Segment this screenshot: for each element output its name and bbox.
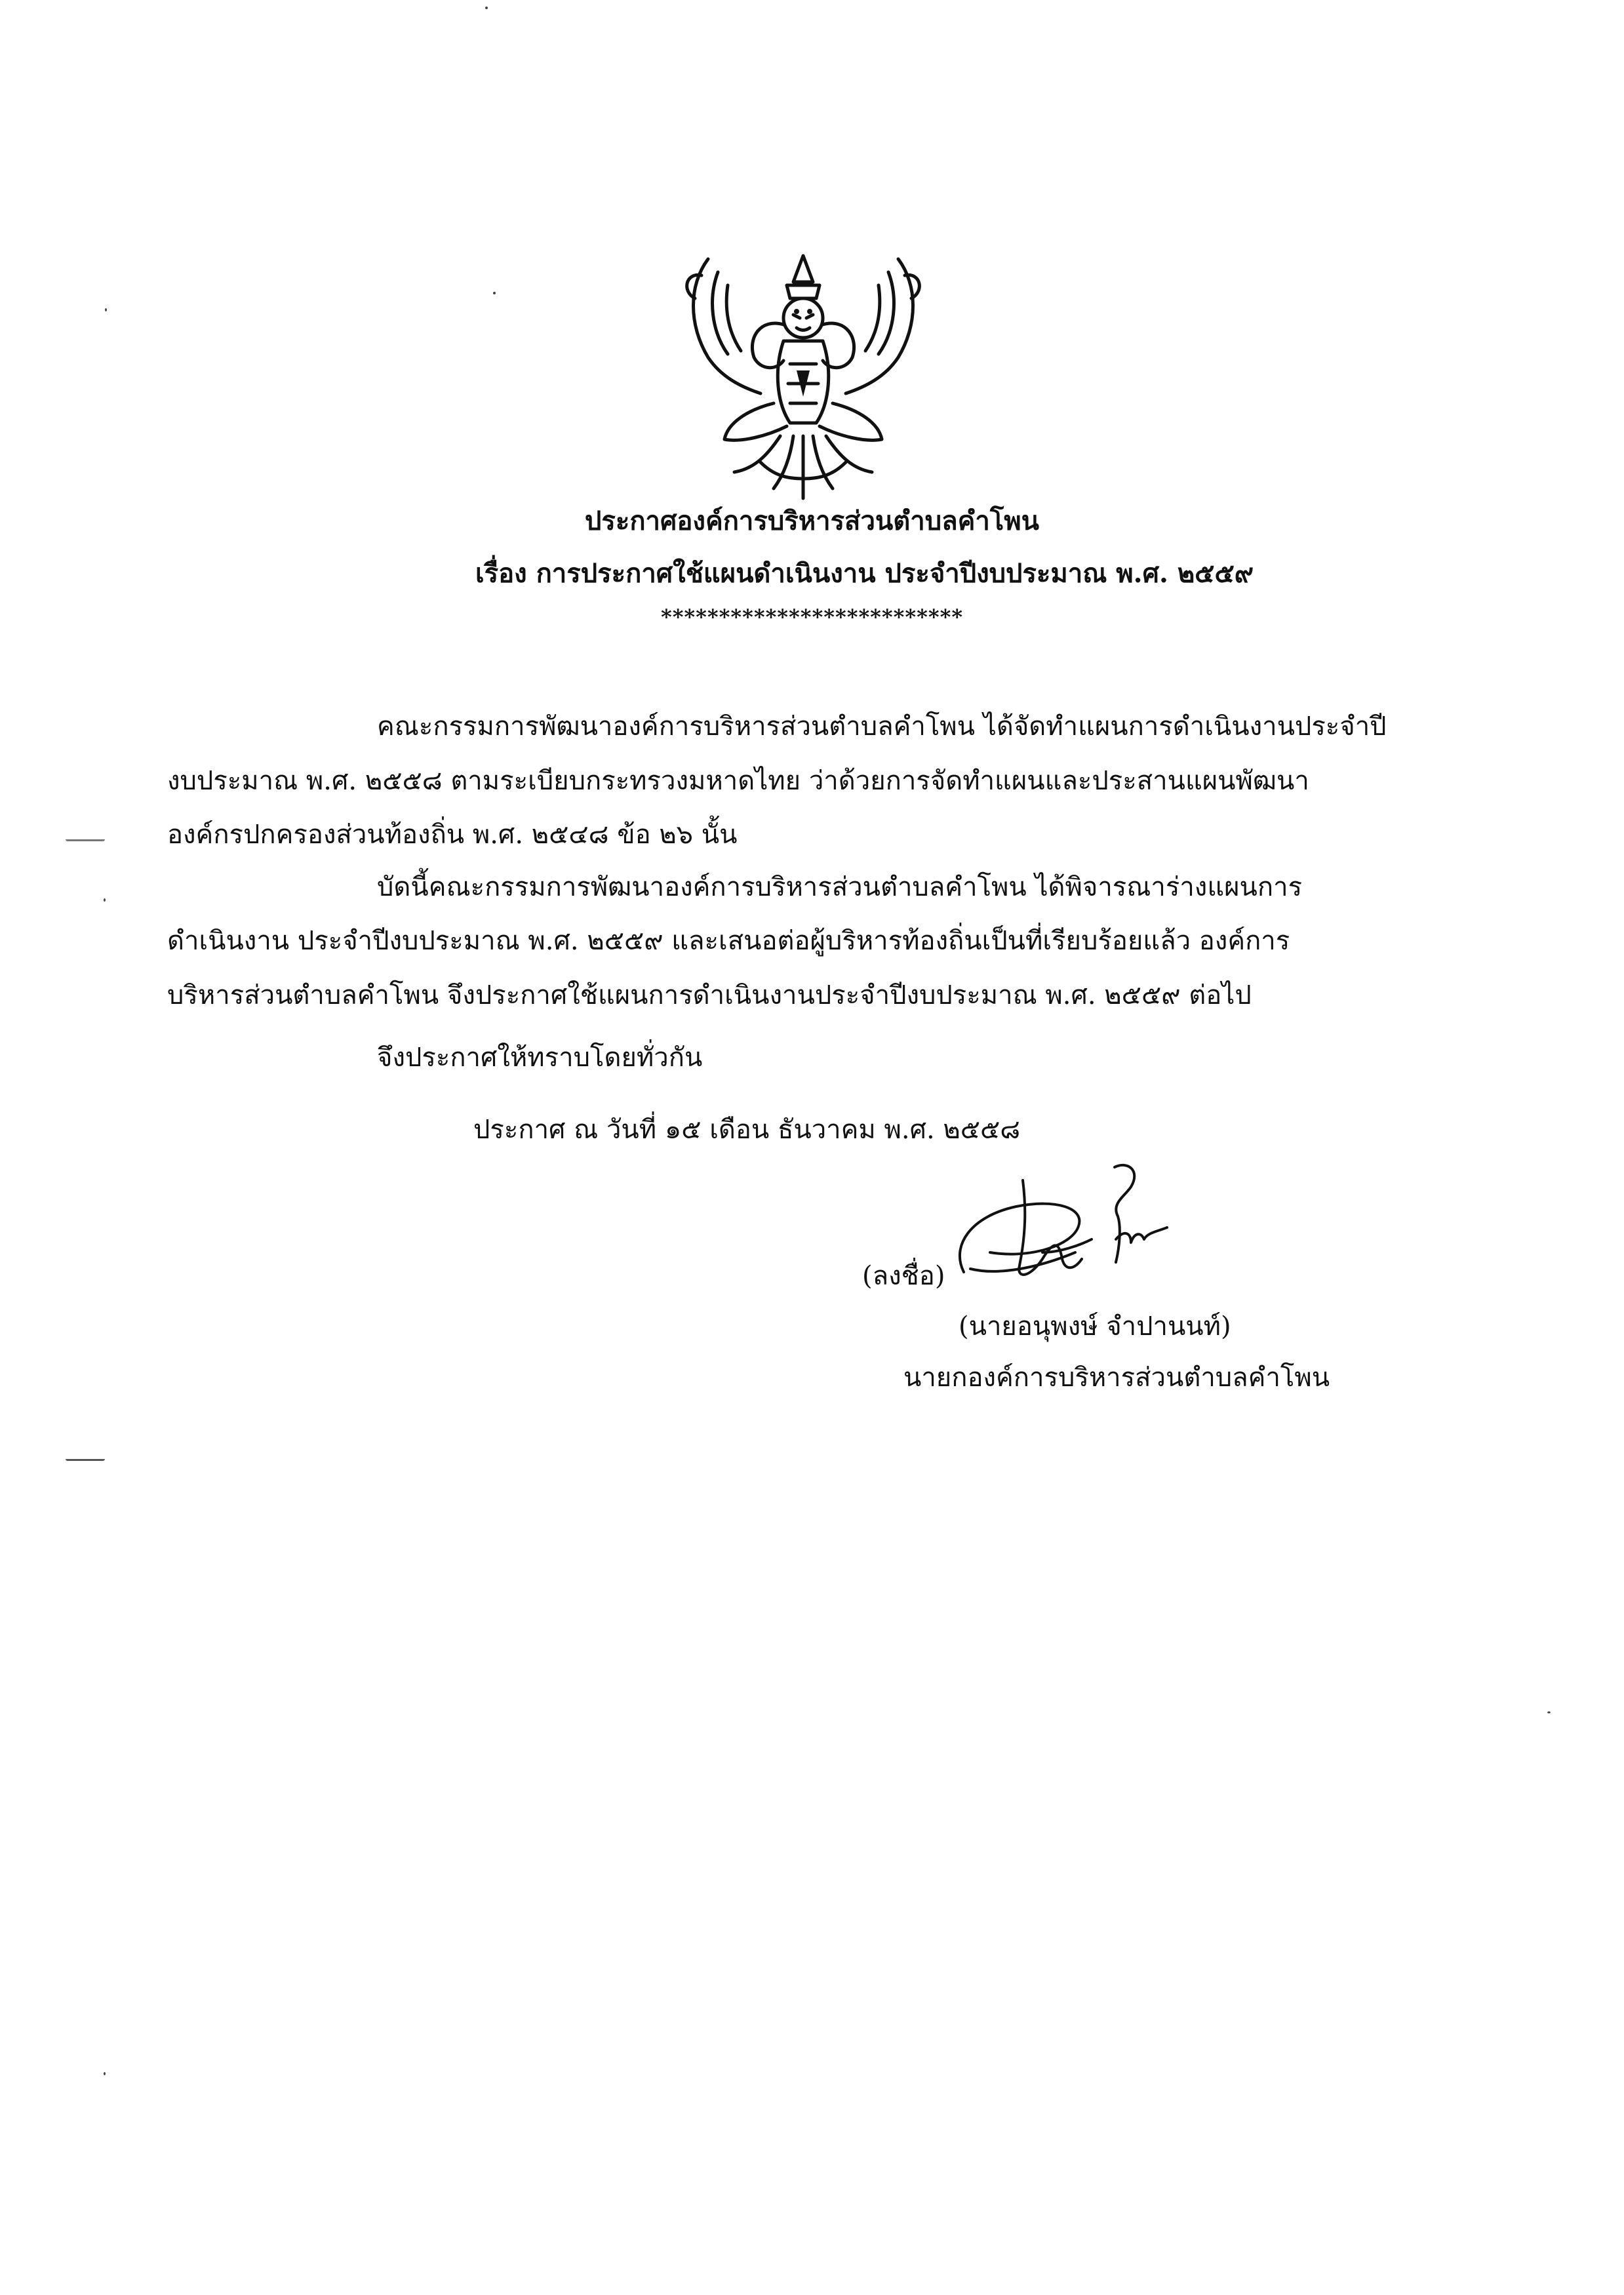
scan-speck: [493, 292, 496, 294]
paragraph-2-line-3: บริหารส่วนตำบลคำโพน จึงประกาศใช้แผนการดำเนินงานประจำปีงบประมาณ พ.ศ. ๒๕๕๙ ต่อไป: [167, 980, 1252, 1010]
handwritten-signature-icon: [944, 1154, 1233, 1298]
scan-speck: [105, 308, 107, 311]
signature-label: (ลงชื่อ): [862, 1261, 945, 1291]
scan-speck: [66, 839, 105, 841]
scan-speck: [485, 7, 488, 9]
signer-name: (นายอนุพงษ์ จำปานนท์): [959, 1311, 1231, 1342]
scan-speck: [66, 1459, 105, 1461]
closing-line: จึงประกาศให้ทราบโดยทั่วกัน: [377, 1043, 703, 1073]
scan-speck: [104, 2072, 106, 2075]
paragraph-1-line-3: องค์กรปกครองส่วนท้องถิ่น พ.ศ. ๒๕๔๘ ข้อ ๒๖ นั้น: [167, 820, 738, 850]
garuda-emblem-icon: [662, 246, 944, 508]
announcement-date: ประกาศ ณ วันที่ ๑๕ เดือน ธันวาคม พ.ศ. ๒๕๕๘: [473, 1115, 1021, 1145]
paragraph-2-line-1: บัดนี้คณะกรรมการพัฒนาองค์การบริหารส่วนตำบลคำโพน ได้พิจารณาร่างแผนการ: [377, 872, 1303, 902]
scan-speck: [104, 898, 106, 902]
title-separator: **************************: [660, 605, 964, 629]
announcement-title: ประกาศองค์การบริหารส่วนตำบลคำโพน: [584, 506, 1040, 536]
announcement-subject: เรื่อง การประกาศใช้แผนดำเนินงาน ประจำปีงบประมาณ พ.ศ. ๒๕๕๙: [475, 558, 1254, 589]
paragraph-1-line-2: งบประมาณ พ.ศ. ๒๕๕๘ ตามระเบียบกระทรวงมหาดไทย ว่าด้วยการจัดทำแผนและประสานแผนพัฒนา: [167, 766, 1309, 796]
scan-speck: [1547, 1711, 1551, 1713]
paragraph-1-line-1: คณะกรรมการพัฒนาองค์การบริหารส่วนตำบลคำโพน ได้จัดทำแผนการดำเนินงานประจำปี: [377, 711, 1387, 742]
paragraph-2-line-2: ดำเนินงาน ประจำปีงบประมาณ พ.ศ. ๒๕๕๙ และเสนอต่อผู้บริหารท้องถิ่นเป็นที่เรียบร้อยแล้ว องค์การ: [167, 926, 1290, 956]
signer-position: นายกองค์การบริหารส่วนตำบลคำโพน: [903, 1363, 1330, 1393]
